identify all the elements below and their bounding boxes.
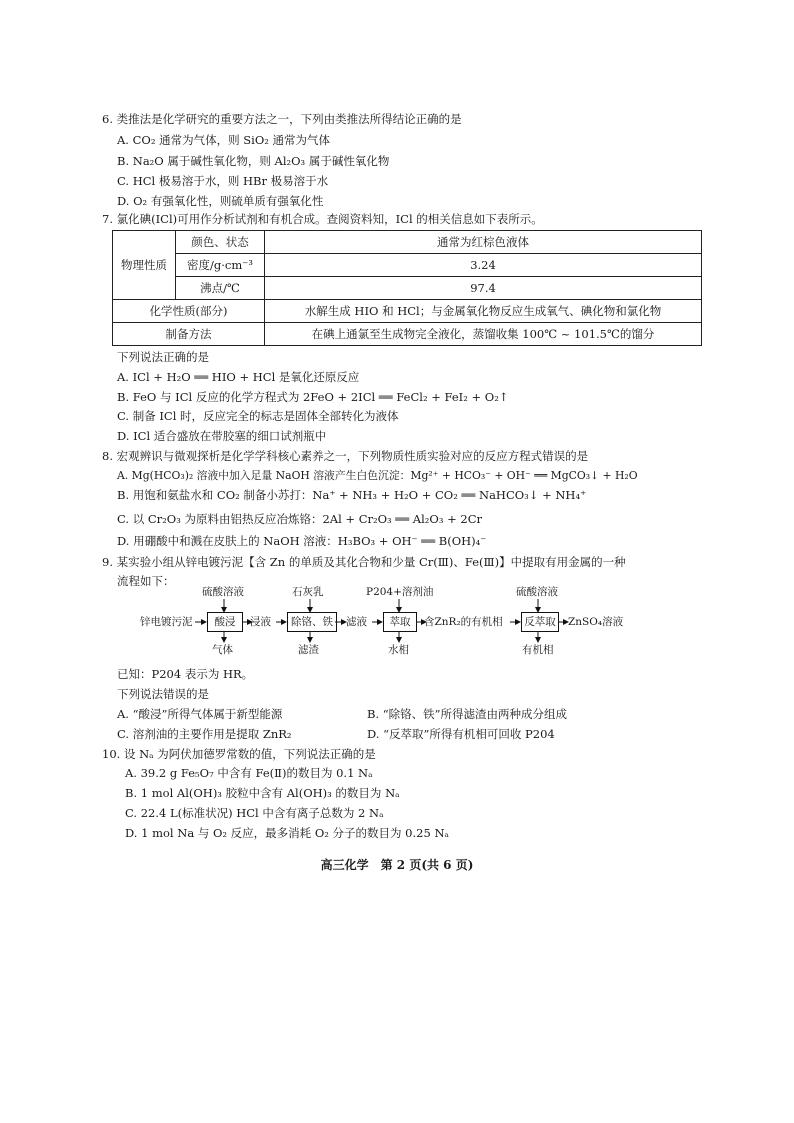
question-10-stem: 10. 设 Nₐ 为阿伏加德罗常数的值，下列说法正确的是 bbox=[102, 747, 376, 761]
flow-end-product: ZnSO₄溶液 bbox=[568, 616, 624, 628]
q7-option-a: A. ICl + H₂O ══ HIO + HCl 是氧化还原反应 bbox=[117, 370, 360, 384]
table-row-value: 97.4 bbox=[265, 277, 702, 300]
q10-option-c: C. 22.4 L(标准状况) HCl 中含有离子总数为 2 Nₐ bbox=[125, 806, 384, 820]
q9-option-b: B. “除铬、铁”所得滤渣由两种成分组成 bbox=[367, 707, 568, 721]
flow-input-4: 硫酸溶液 bbox=[516, 586, 558, 598]
flow-output-3: 水相 bbox=[388, 644, 409, 656]
chemical-properties-label: 化学性质(部分) bbox=[113, 300, 265, 323]
flow-mid-filtrate: 滤液 bbox=[346, 616, 367, 628]
table-row-key: 颜色、状态 bbox=[176, 231, 265, 254]
flow-input-2: 石灰乳 bbox=[292, 586, 324, 598]
flow-start: 锌电镀污泥 bbox=[140, 616, 193, 628]
q10-option-d: D. 1 mol Na 与 O₂ 反应，最多消耗 O₂ 分子的数目为 0.25 Nₐ bbox=[125, 826, 449, 840]
step-back-extraction: 反萃取 bbox=[521, 612, 559, 632]
preparation-label: 制备方法 bbox=[113, 323, 265, 346]
q7-option-b: B. FeO 与 ICl 反应的化学方程式为 2FeO + 2ICl ══ FeCl₂ + FeI₂ + O₂↑ bbox=[117, 390, 509, 404]
q6-option-a: A. CO₂ 通常为气体，则 SiO₂ 通常为气体 bbox=[117, 133, 331, 147]
q7-option-c: C. 制备 ICl 时，反应完全的标志是固体全部转化为液体 bbox=[117, 409, 399, 423]
q8-option-b: B. 用饱和氨盐水和 CO₂ 制备小苏打：Na⁺ + NH₃ + H₂O + CO₂ ══ NaHCO₃↓ + NH₄⁺ bbox=[117, 488, 587, 502]
table-row-key: 沸点/℃ bbox=[176, 277, 265, 300]
q6-option-b: B. Na₂O 属于碱性氧化物，则 Al₂O₃ 属于碱性氧化物 bbox=[117, 154, 390, 168]
q10-option-a: A. 39.2 g Fe₅O₇ 中含有 Fe(Ⅱ)的数目为 0.1 Nₐ bbox=[125, 766, 373, 780]
q8-option-c: C. 以 Cr₂O₃ 为原料由铝热反应冶炼铬：2Al + Cr₂O₃ ══ Al₂O₃ + 2Cr bbox=[117, 512, 482, 526]
q6-option-c: C. HCl 极易溶于水，则 HBr 极易溶于水 bbox=[117, 174, 329, 188]
flow-output-2: 滤渣 bbox=[298, 644, 319, 656]
step-acid-leach: 酸浸 bbox=[207, 612, 243, 632]
flow-output-1: 气体 bbox=[212, 644, 233, 656]
q9-known: 已知：P204 表示为 HR。 bbox=[117, 667, 254, 681]
physical-properties-label: 物理性质 bbox=[113, 231, 176, 300]
page-footer: 高三化学 第 2 页(共 6 页) bbox=[320, 858, 474, 872]
flow-mid-leachate: 浸液 bbox=[250, 616, 271, 628]
process-flow-diagram bbox=[140, 584, 700, 664]
flow-mid-organic: 含ZnR₂的有机相 bbox=[424, 616, 503, 628]
q8-option-a: A. Mg(HCO₃)₂ 溶液中加入足量 NaOH 溶液产生白色沉淀：Mg²⁺ + HCO₃⁻ + OH⁻ ══ MgCO₃↓ + H₂O bbox=[117, 469, 638, 482]
q7-option-d: D. ICl 适合盛放在带胶塞的细口试剂瓶中 bbox=[117, 429, 327, 443]
flow-output-4: 有机相 bbox=[522, 644, 554, 656]
q9-option-d: D. “反萃取”所得有机相可回收 P204 bbox=[367, 727, 555, 741]
flow-input-3: P204+溶剂油 bbox=[366, 586, 434, 598]
preparation-value: 在碘上通氯至生成物完全液化，蒸馏收集 100℃ ~ 101.5℃的馏分 bbox=[265, 323, 702, 346]
question-6-stem: 6. 类推法是化学研究的重要方法之一，下列由类推法所得结论正确的是 bbox=[102, 112, 462, 126]
q6-option-d: D. O₂ 有强氧化性，则硫单质有强氧化性 bbox=[117, 194, 324, 208]
question-8-stem: 8. 宏观辨识与微观探析是化学学科核心素养之一，下列物质性质实验对应的反应方程式错误的是 bbox=[102, 449, 589, 463]
step-remove-cr-fe: 除铬、铁 bbox=[287, 612, 337, 632]
q10-option-b: B. 1 mol Al(OH)₃ 胶粒中含有 Al(OH)₃ 的数目为 Nₐ bbox=[125, 786, 400, 800]
question-9-stem: 9. 某实验小组从锌电镀污泥【含 Zn 的单质及其化合物和少量 Cr(Ⅲ)、Fe(Ⅲ)】中提取有用金属的一种 bbox=[102, 555, 626, 569]
question-9-stem-cont: 流程如下： bbox=[117, 574, 175, 588]
table-row-value: 通常为红棕色液体 bbox=[265, 231, 702, 254]
table-row-value: 3.24 bbox=[265, 254, 702, 277]
table-row-key: 密度/g·cm⁻³ bbox=[176, 254, 265, 277]
flow-input-1: 硫酸溶液 bbox=[202, 586, 244, 598]
icl-info-table bbox=[112, 230, 702, 346]
question-7-stem: 7. 氯化碘(ICl)可用作分析试剂和有机合成。查阅资料知，ICl 的相关信息如下表所示。 bbox=[102, 212, 543, 226]
q8-option-d: D. 用硼酸中和溅在皮肤上的 NaOH 溶液：H₃BO₃ + OH⁻ ══ B(OH)₄⁻ bbox=[117, 534, 487, 548]
q9-sub-stem: 下列说法错误的是 bbox=[117, 687, 209, 701]
q7-sub-stem: 下列说法正确的是 bbox=[117, 350, 209, 364]
chemical-properties-value: 水解生成 HIO 和 HCl；与金属氧化物反应生成氧气、碘化物和氯化物 bbox=[265, 300, 702, 323]
q9-option-c: C. 溶剂油的主要作用是提取 ZnR₂ bbox=[117, 727, 292, 741]
step-extraction: 萃取 bbox=[383, 612, 417, 632]
q9-option-a: A. “酸浸”所得气体属于新型能源 bbox=[117, 707, 283, 721]
